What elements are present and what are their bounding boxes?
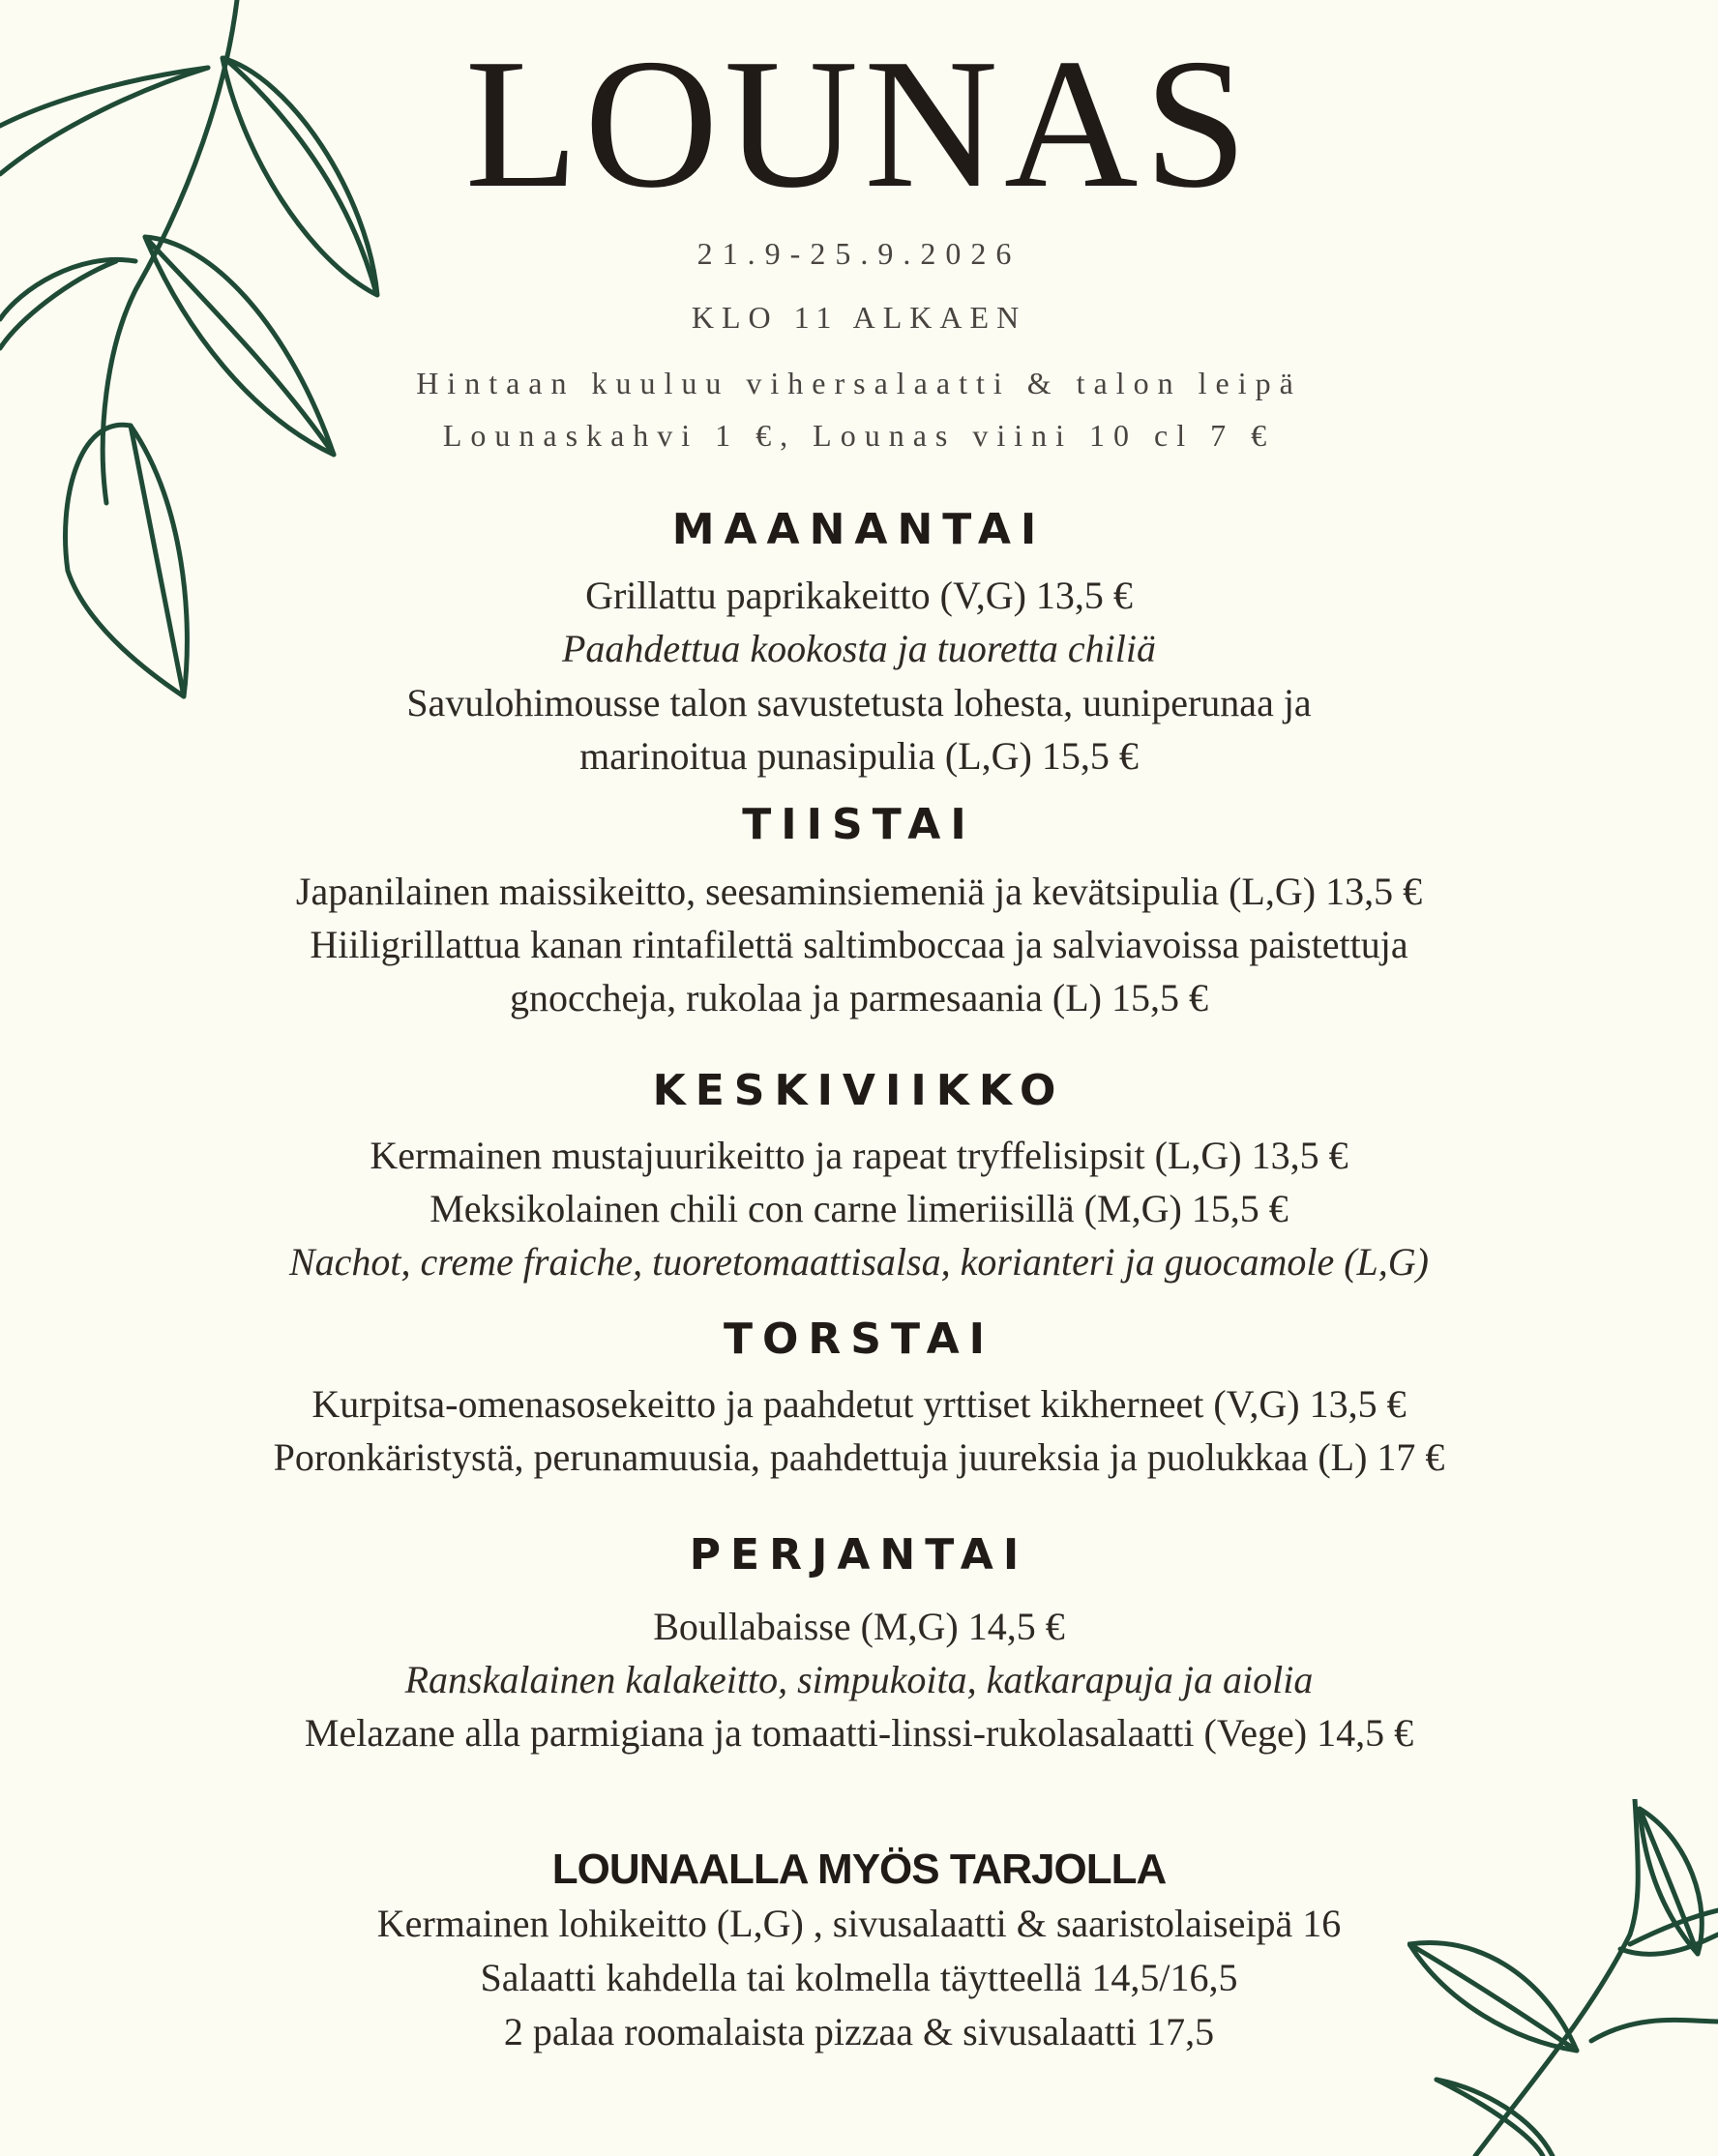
- extras-heading: LOUNAALLA MYÖS TARJOLLA: [551, 1846, 1167, 1893]
- dish-description: Paahdettua kookosta ja tuoretta chiliä: [562, 627, 1156, 670]
- dish-description: Ranskalainen kalakeitto, simpukoita, katkarapuja ja aiolia: [404, 1658, 1314, 1701]
- day-heading-wednesday: KESKIVIIKKO: [652, 1066, 1066, 1115]
- menu-drinks-note: Lounaskahvi 1 €, Lounas viini 10 cl 7 €: [442, 418, 1276, 453]
- day-heading-tuesday: TIISTAI: [742, 800, 976, 849]
- day-heading-thursday: TORSTAI: [723, 1314, 994, 1364]
- dish-line: Poronkäristystä, perunamuusia, paahdettuja juureksia ja puolukkaa (L) 17 €: [273, 1435, 1445, 1479]
- dish-line: Hiiligrillattua kanan rintafilettä saltimboccaa ja salviavoissa paistettuja: [310, 923, 1408, 966]
- dish-line: Grillattu paprikakeitto (V,G) 13,5 €: [585, 574, 1133, 617]
- dish-line: Savulohimousse talon savustetusta lohesta, uuniperunaa ja: [406, 681, 1312, 724]
- day-heading-monday: MAANANTAI: [671, 505, 1047, 554]
- dish-line: marinoitua punasipulia (L,G) 15,5 €: [579, 734, 1139, 778]
- dish-line: Kurpitsa-omenasosekeitto ja paahdetut yrttiset kikherneet (V,G) 13,5 €: [311, 1382, 1407, 1426]
- dish-line: gnoccheja, rukolaa ja parmesaania (L) 15,5 €: [510, 976, 1208, 1019]
- day-heading-friday: PERJANTAI: [689, 1530, 1029, 1580]
- menu-hours: KLO 11 ALKAEN: [691, 300, 1027, 335]
- dish-line: Melazane alla parmigiana ja tomaatti-linssi-rukolasalaatti (Vege) 14,5 €: [304, 1711, 1414, 1755]
- dish-line: Kermainen mustajuurikeitto ja rapeat tryffelisipsit (L,G) 13,5 €: [370, 1134, 1348, 1177]
- extras-line: Kermainen lohikeitto (L,G) , sivusalaatti & saaristolaiseipä 16: [376, 1902, 1342, 1945]
- dish-line: Meksikolainen chili con carne limeriisillä (M,G) 15,5 €: [430, 1187, 1288, 1230]
- dish-description: Nachot, creme fraiche, tuoretomaattisalsa, korianteri ja guocamole (L,G): [289, 1240, 1429, 1284]
- dish-line: Boullabaisse (M,G) 14,5 €: [653, 1605, 1065, 1648]
- extras-line: Salaatti kahdella tai kolmella täytteellä 14,5/16,5: [480, 1956, 1238, 1999]
- dish-line: Japanilainen maissikeitto, seesaminsiemeniä ja kevätsipulia (L,G) 13,5 €: [295, 870, 1423, 913]
- menu-included-note: Hintaan kuuluu vihersalaatti & talon leipä: [416, 366, 1302, 400]
- extras-line: 2 palaa roomalaista pizzaa & sivusalaatti 17,5: [503, 2010, 1215, 2053]
- menu-title: LOUNAS: [464, 20, 1254, 226]
- menu-dates: 21.9-25.9.2026: [696, 236, 1022, 271]
